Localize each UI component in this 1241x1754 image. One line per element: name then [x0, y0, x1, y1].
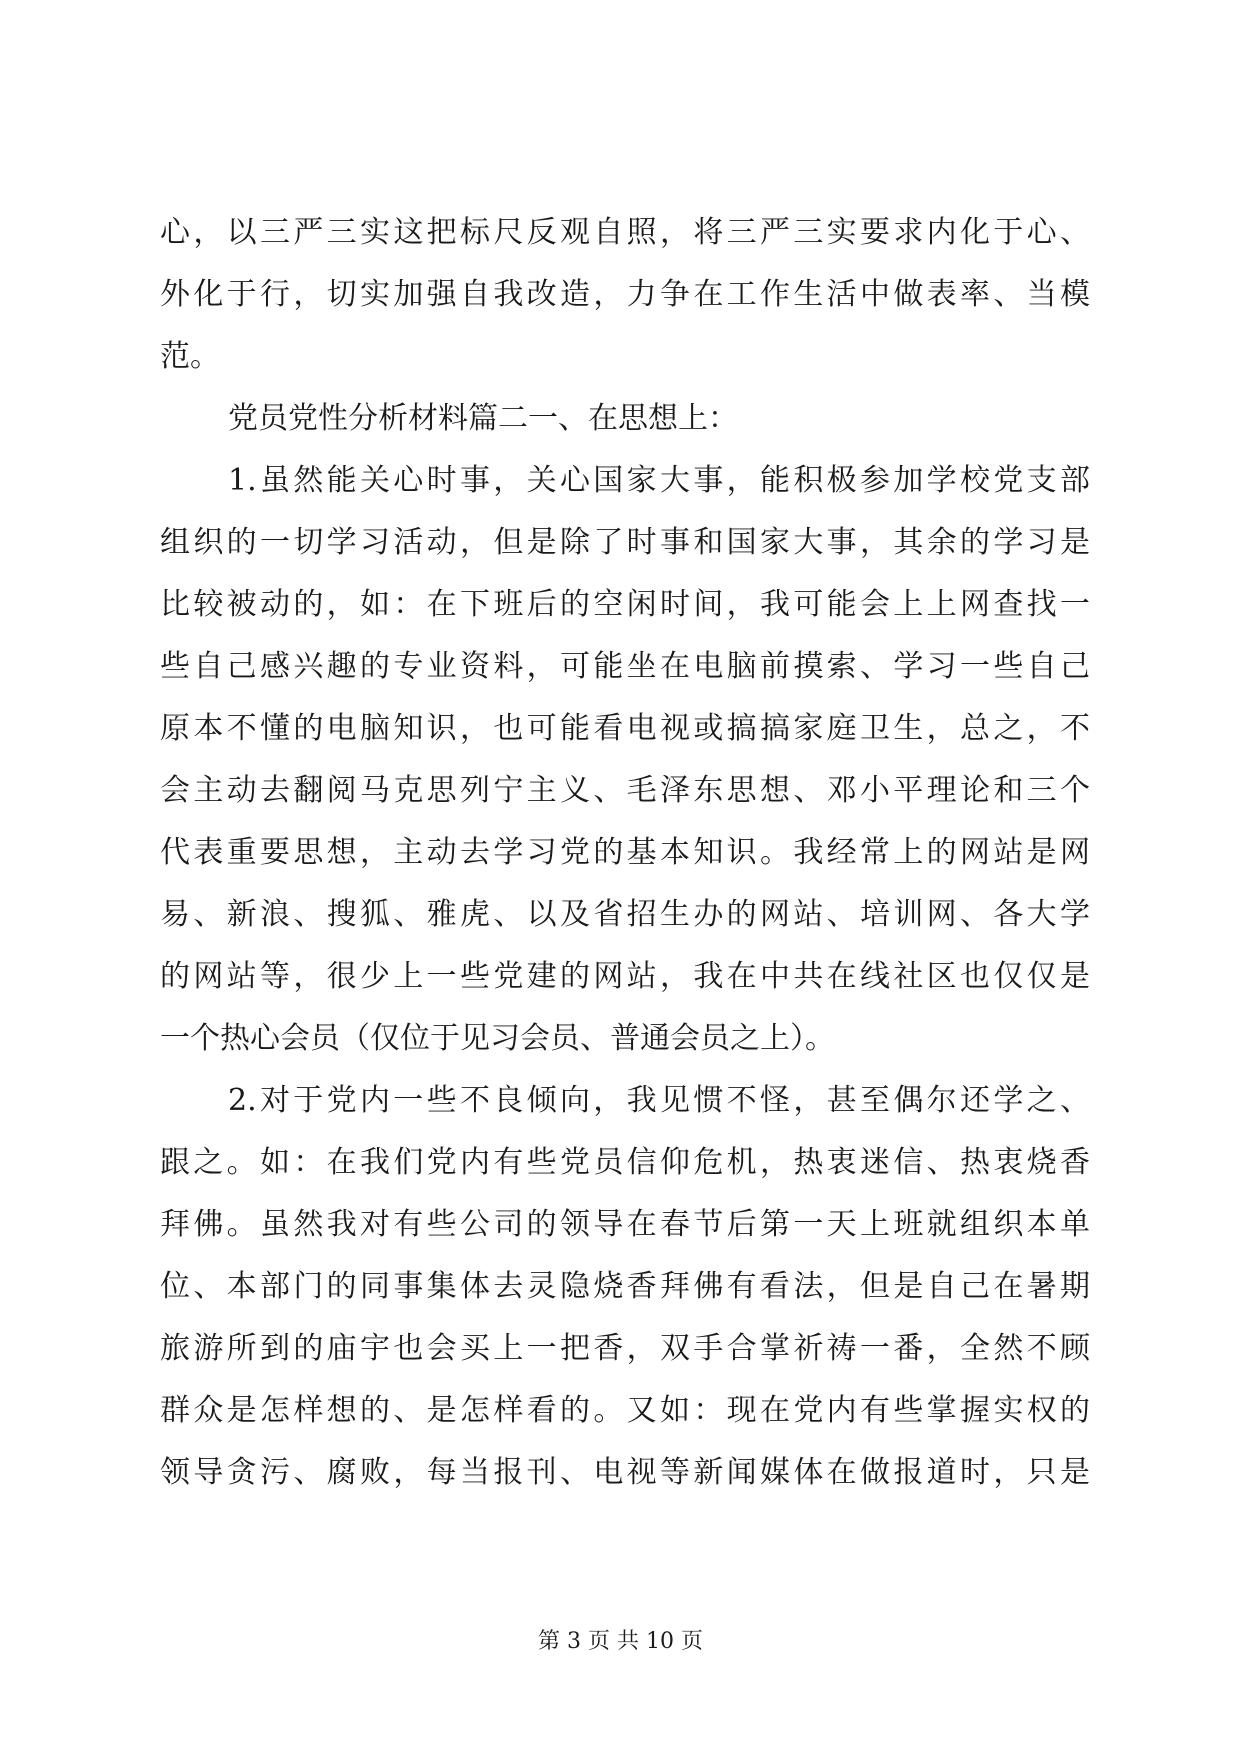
text-line: 外化于行，切实加强自我改造，力争在工作生活中做表率、当模	[160, 277, 1090, 312]
text-line: 领导贪污、腐败，每当报刊、电视等新闻媒体在做报道时，只是	[160, 1455, 1090, 1490]
text-line: 些自己感兴趣的专业资料，可能坐在电脑前摸索、学习一些自己	[160, 649, 1090, 684]
text-line: 组织的一切学习活动，但是除了时事和国家大事，其余的学习是	[160, 525, 1090, 560]
text-line: 2.对于党内一些不良倾向，我见惯不怪，甚至偶尔还学之、	[228, 1083, 1090, 1118]
text-line: 原本不懂的电脑知识，也可能看电视或搞搞家庭卫生，总之，不	[160, 711, 1090, 746]
text-line: 拜佛。虽然我对有些公司的领导在春节后第一天上班就组织本单	[160, 1207, 1090, 1242]
text-line: 心，以三严三实这把标尺反观自照，将三严三实要求内化于心、	[160, 215, 1090, 250]
text-line: 比较被动的，如：在下班后的空闲时间，我可能会上上网查找一	[160, 587, 1090, 622]
text-line: 1.虽然能关心时事，关心国家大事，能积极参加学校党支部	[228, 463, 1090, 498]
text-line: 旅游所到的庙宇也会买上一把香，双手合掌祈祷一番，全然不顾	[160, 1331, 1090, 1366]
text-line: 一个热心会员（仅位于见习会员、普通会员之上）。	[160, 1021, 835, 1056]
text-line: 的网站等，很少上一些党建的网站，我在中共在线社区也仅仅是	[160, 959, 1090, 994]
text-line: 群众是怎样想的、是怎样看的。又如：现在党内有些掌握实权的	[160, 1393, 1090, 1428]
page-footer: 第 3 页 共 10 页	[538, 1629, 703, 1654]
body-text	[160, 202, 1090, 1504]
text-line: 会主动去翻阅马克思列宁主义、毛泽东思想、邓小平理论和三个	[160, 773, 1090, 808]
text-line: 易、新浪、搜狐、雅虎、以及省招生办的网站、培训网、各大学	[160, 897, 1090, 932]
text-line: 范。	[160, 339, 220, 374]
text-line: 代表重要思想，主动去学习党的基本知识。我经常上的网站是网	[160, 835, 1090, 870]
text-line: 跟之。如：在我们党内有些党员信仰危机，热衷迷信、热衷烧香	[160, 1145, 1090, 1180]
text-line: 位、本部门的同事集体去灵隐烧香拜佛有看法，但是自己在暑期	[160, 1269, 1090, 1304]
text-line: 党员党性分析材料篇二一、在思想上：	[228, 401, 738, 436]
